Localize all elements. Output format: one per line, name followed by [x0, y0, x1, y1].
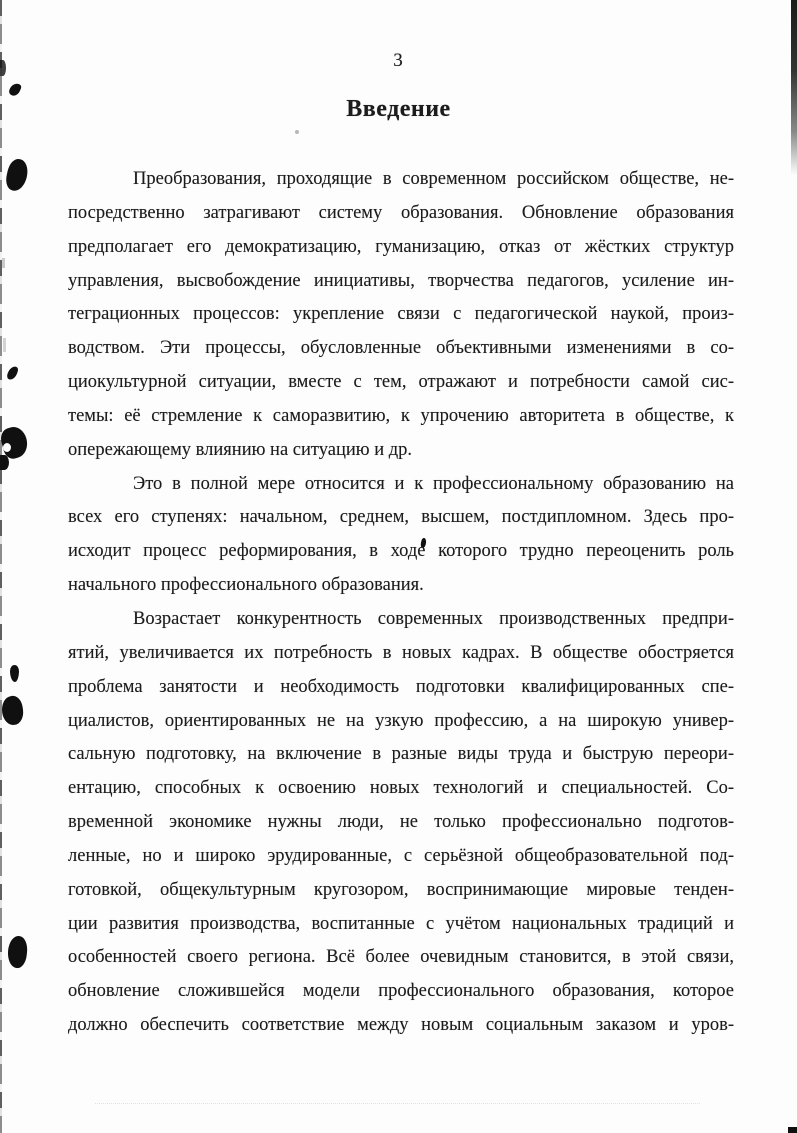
scan-artifact-hole-punch-blob [6, 935, 28, 969]
scan-artifact-faint-dot [295, 130, 299, 134]
text-line: сальную подготовку, на включение в разные виды труда и быструю переори- [68, 744, 734, 765]
text-line: всех его ступенях: начальном, среднем, высшем, постдипломном. Здесь про- [68, 507, 734, 528]
text-line: обновление сложившейся модели профессионального образования, которое [68, 981, 734, 1002]
text-line: ентацию, способных к освоению новых технологий и специальностей. Со- [68, 778, 734, 799]
document-body [68, 163, 734, 1043]
text-line: особенностей своего региона. Всё более очевидным становится, в этой связи, [68, 947, 734, 968]
scan-artifact-ink-comma [6, 365, 19, 381]
section-title: Введение [346, 96, 451, 122]
text-line: водством. Эти процессы, обусловленные объективными изменениями в со- [68, 338, 734, 359]
text-line: темы: её стремление к саморазвитию, к упрочению авторитета в обществе, к [68, 405, 734, 426]
scan-artifact-blob-notch [3, 443, 11, 452]
scan-artifact-blob-tail [0, 455, 9, 470]
scan-artifact-right-edge-shadow [791, 0, 797, 175]
text-line: проблема занятости и необходимость подготовки квалифицированных спе- [68, 676, 734, 697]
scan-artifact-left-edge-line [0, 0, 2, 1133]
paragraph [68, 163, 734, 468]
paragraph [68, 468, 734, 603]
text-line: исходит процесс реформирования, в ходе которого трудно переоценить роль [68, 541, 734, 562]
text-line: посредственно затрагивают систему образования. Обновление образования [68, 202, 734, 223]
text-line: Преобразования, проходящие в современном российском обществе, не- [133, 169, 734, 189]
text-line: готовкой, общекультурным кругозором, воспринимающие мировые тенден- [68, 879, 734, 900]
text-line: Возрастает конкурентность современных производственных предпри- [133, 608, 734, 629]
text-line: начального профессионального образования. [68, 575, 424, 596]
scan-artifact-corner-mark [788, 1127, 797, 1133]
text-line: должно обеспечить соответствие между новым социальным заказом и уров- [68, 1015, 734, 1036]
text-line: опережающему влиянию на ситуацию и др. [68, 439, 413, 460]
text-line: циокультурной ситуации, вместе с тем, отражают и потребности самой сис- [68, 372, 734, 393]
text-line: Это в полной мере относится и к профессиональному образованию на [133, 473, 734, 494]
scan-artifact-ink-droplet [10, 665, 19, 682]
text-line: временной экономике нужны люди, не только профессионально подготов- [68, 812, 734, 833]
paragraph [68, 603, 734, 1043]
scan-artifact-dotted-line [95, 1103, 700, 1104]
text-line: циалистов, ориентированных не на узкую профессию, а на широкую универ- [68, 710, 734, 731]
text-line: теграционных процессов: укрепление связи с педагогической наукой, произ- [68, 304, 734, 325]
text-line: ятий, увеличивается их потребность в новых кадрах. В обществе обостряется [68, 642, 734, 663]
page-number: 3 [393, 50, 404, 71]
text-line: управления, высвобождение инициативы, творчества педагогов, усиление ин- [68, 270, 734, 291]
text-line: ции развития производства, воспитанные с учётом национальных традиций и [68, 913, 734, 934]
scan-artifact-hole-punch-blob [0, 695, 25, 727]
scan-artifact-dash [2, 258, 5, 268]
text-line: ленные, но и широко эрудированные, с серьёзной общеобразовательной под- [68, 845, 734, 866]
scan-artifact-dash [3, 338, 6, 352]
text-line: предполагает его демократизацию, гуманизацию, отказ от жёстких структур [68, 236, 734, 257]
scan-artifact-hole-punch-blob [4, 157, 30, 192]
